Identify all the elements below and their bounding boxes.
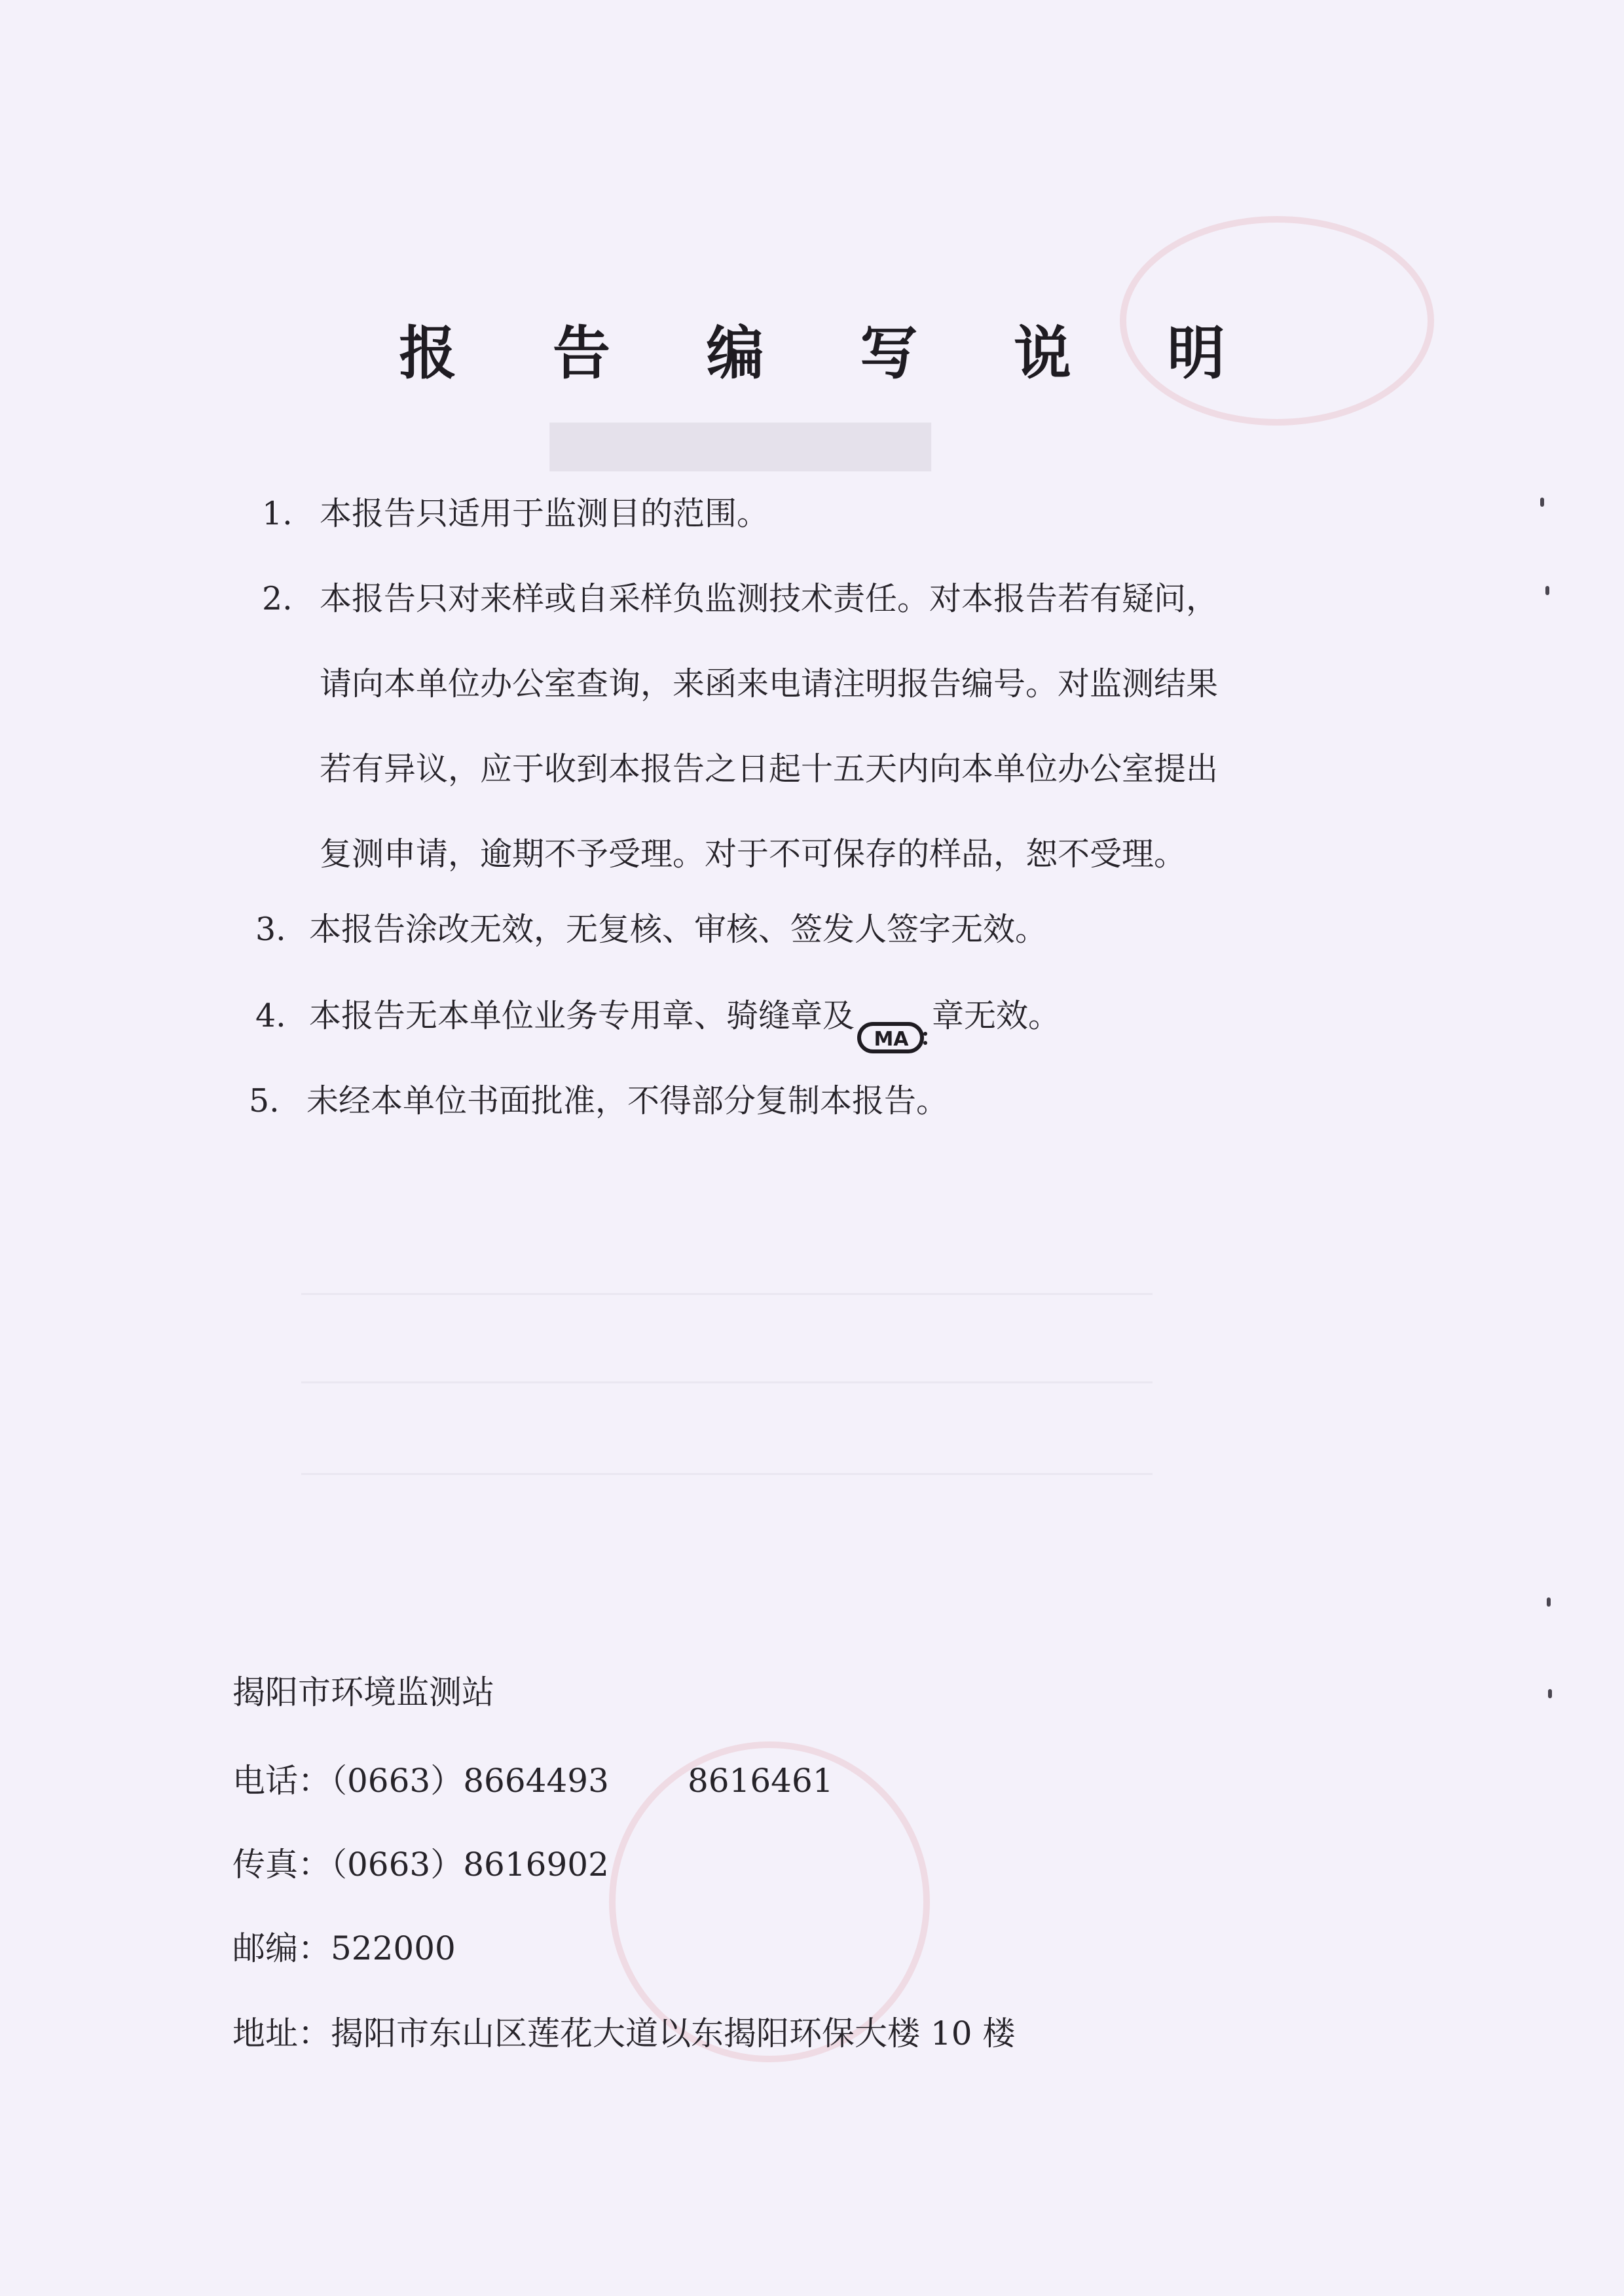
zip-code: 522000 xyxy=(331,1929,456,1967)
contact-fax xyxy=(232,1838,609,1886)
contact-zip xyxy=(232,1922,456,1969)
item-text: 本报告涂改无效，无复核、审核、签发人签字无效。 xyxy=(309,911,1048,948)
scan-mark xyxy=(1548,1689,1552,1698)
list-item-5 xyxy=(249,1059,948,1144)
fax-number: （0663）8616902 xyxy=(331,1846,609,1884)
contact-address xyxy=(232,2007,1015,2054)
phone-number-1: （0663）8664493 xyxy=(331,1762,609,1800)
item-text-line: 复测申请，逾期不予受理。对于不可保存的样品，恕不受理。 xyxy=(320,835,1187,873)
address-label: 地址： xyxy=(232,2014,331,2052)
item-text-line: 请向本单位办公室查询，来函来电请注明报告编号。对监测结果 xyxy=(320,665,1219,702)
ghost-heading: ▆▆▆▆▆▆▆▆▆ xyxy=(550,406,931,471)
item-text-after-mark: 章无效。 xyxy=(932,997,1061,1034)
ghost-rule-1 xyxy=(301,1293,1153,1295)
item-text: 未经本单位书面批准，不得部分复制本报告。 xyxy=(306,1082,949,1120)
item-text xyxy=(309,974,1060,1059)
item-text-line: 若有异议，应于收到本报告之日起十五天内向本单位办公室提出 xyxy=(320,750,1219,788)
page-title: 报 告 编 写 说 明 xyxy=(399,319,1263,387)
item-number: 4. xyxy=(255,997,286,1034)
scan-mark xyxy=(1540,498,1544,507)
item-text-before-mark: 本报告无本单位业务专用章、骑缝章及 xyxy=(309,997,855,1034)
contact-org: 揭阳市环境监测站 xyxy=(232,1673,494,1711)
scan-mark xyxy=(1547,1597,1551,1607)
item-number: 3. xyxy=(255,911,286,948)
item-number: 2. xyxy=(262,580,293,617)
item-text: 本报告只适用于监测目的范围。 xyxy=(320,495,769,532)
contact-phone xyxy=(232,1755,834,1802)
list-item-4 xyxy=(255,974,1060,1059)
item-number: 1. xyxy=(262,495,293,532)
ghost-rule-3 xyxy=(301,1473,1153,1475)
address-text: 揭阳市东山区莲花大道以东揭阳环保大楼 10 楼 xyxy=(331,2014,1016,2052)
list-item-2 xyxy=(262,556,1218,897)
list-item-1 xyxy=(262,471,769,556)
phone-label: 电话： xyxy=(232,1762,331,1800)
ghost-rule-2 xyxy=(301,1381,1153,1383)
phone-number-2: 8616461 xyxy=(687,1762,834,1800)
fax-label: 传真： xyxy=(232,1846,331,1884)
cma-mark-text: MA xyxy=(874,1027,909,1051)
zip-label: 邮编： xyxy=(232,1929,331,1967)
item-number: 5. xyxy=(249,1082,280,1120)
cma-mark-icon xyxy=(857,1002,929,1051)
list-item-3 xyxy=(255,887,1047,972)
item-text-line: 本报告只对来样或自采样负监测技术责任。对本报告若有疑问， xyxy=(320,580,1219,617)
scan-mark xyxy=(1545,586,1549,595)
